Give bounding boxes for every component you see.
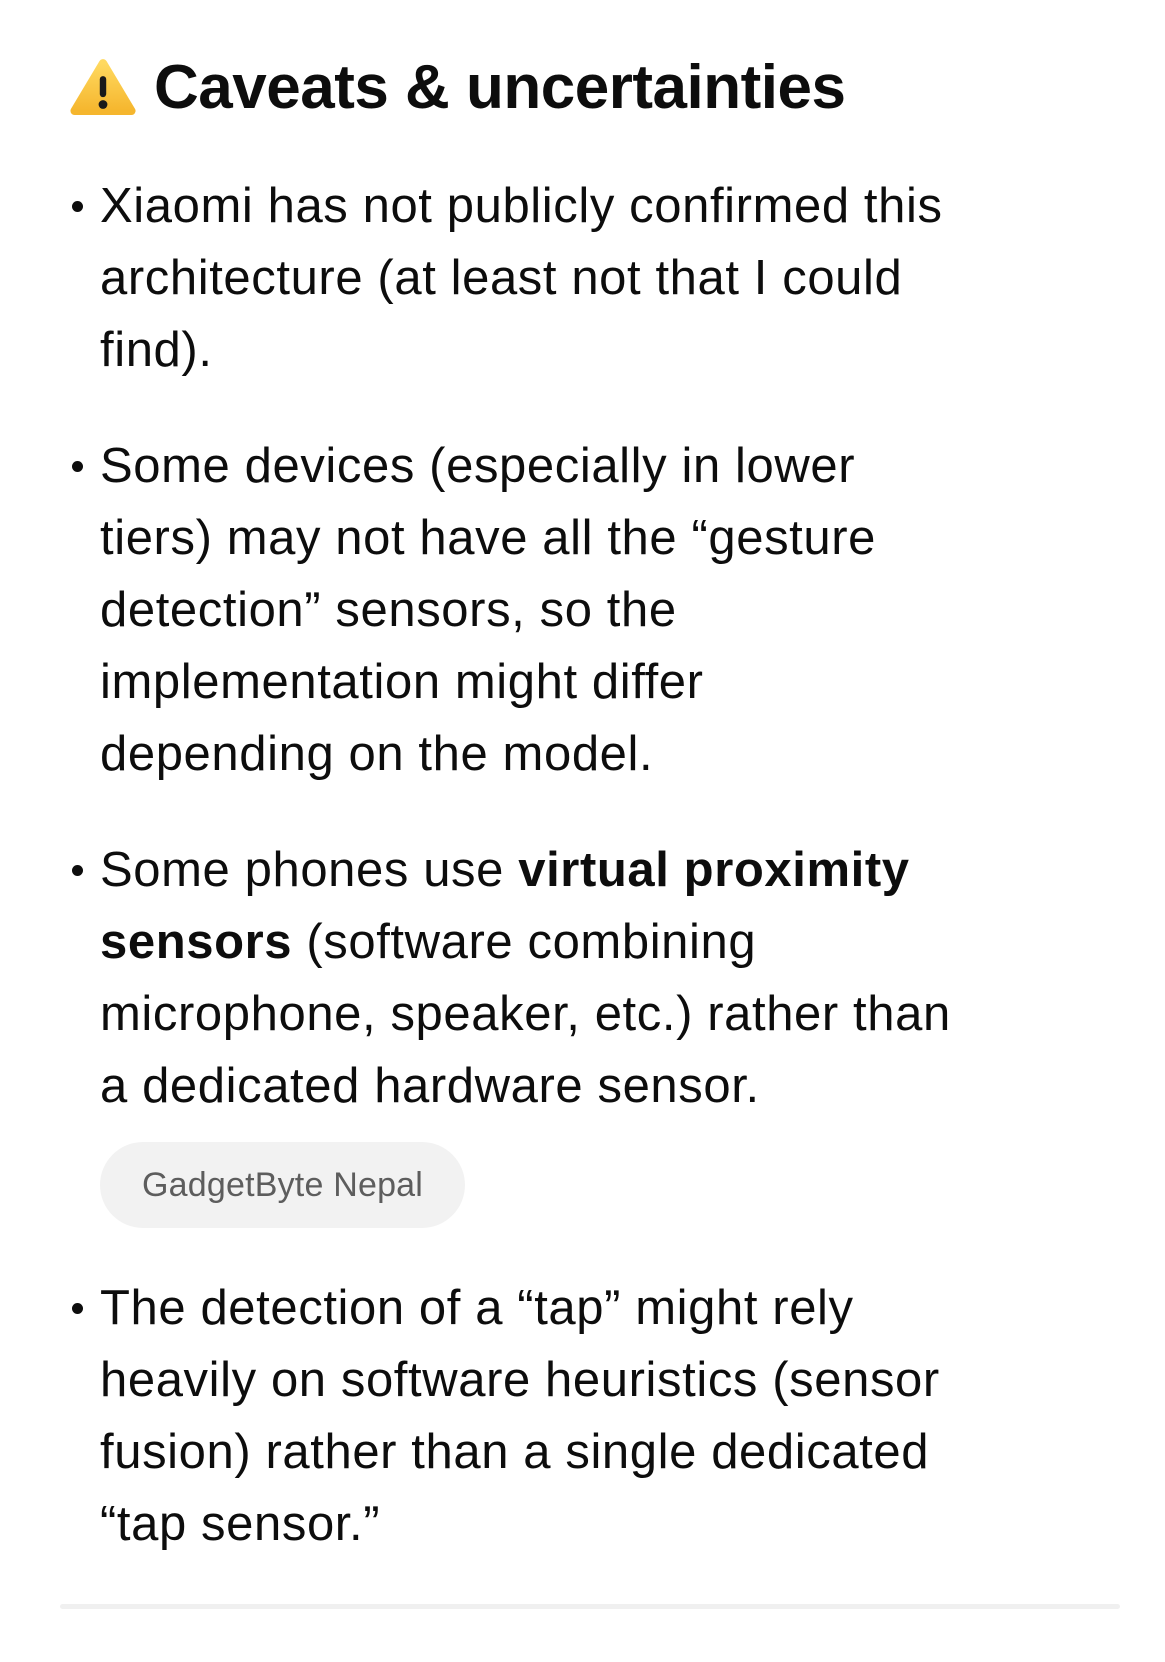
citation-chip-gadgetbyte-nepal[interactable]: GadgetByte Nepal (100, 1142, 465, 1228)
bullet-line: sensors (software combining (100, 915, 757, 969)
bullet-text (100, 170, 1130, 386)
bullet-dot-icon (72, 461, 83, 472)
bullet-item (70, 834, 1130, 1228)
bullet-line: The detection of a “tap” might rely (100, 1281, 854, 1335)
bullet-line: detection” sensors, so the (100, 583, 677, 637)
bullet-line: a dedicated hardware sensor. (100, 1059, 760, 1113)
bullet-dot-icon (72, 1303, 83, 1314)
bullet-item (70, 1272, 1130, 1560)
bullet-line: microphone, speaker, etc.) rather than (100, 987, 951, 1041)
warning-icon (70, 58, 136, 118)
bullet-item (70, 430, 1130, 790)
bullet-line: architecture (at least not that I could (100, 251, 903, 305)
bullet-line: depending on the model. (100, 727, 654, 781)
bullet-line: Some phones use virtual proximity (100, 843, 910, 897)
bullet-text (100, 834, 1130, 1228)
bullet-line: tiers) may not have all the “gesture (100, 511, 877, 565)
bullet-text (100, 1272, 1130, 1560)
bullet-marker (70, 170, 100, 386)
bullet-list (70, 170, 1130, 1560)
bullet-line: Some devices (especially in lower (100, 439, 856, 493)
bullet-text (100, 430, 1130, 790)
bullet-marker (70, 1272, 100, 1560)
bullet-line: find). (100, 323, 213, 377)
bullet-line: fusion) rather than a single dedicated (100, 1425, 930, 1479)
bullet-item (70, 170, 1130, 386)
bullet-line: “tap sensor.” (100, 1497, 381, 1551)
bullet-dot-icon (72, 201, 83, 212)
bullet-marker (70, 430, 100, 790)
section-heading-text: Caveats & uncertainties (154, 53, 846, 122)
bullet-line: heavily on software heuristics (sensor (100, 1353, 940, 1407)
bullet-dot-icon (72, 865, 83, 876)
section-heading-caveats (70, 50, 1130, 126)
section-divider (60, 1604, 1120, 1609)
bullet-line: implementation might differ (100, 655, 704, 709)
bullet-line: Xiaomi has not publicly confirmed this (100, 179, 943, 233)
bullet-marker (70, 834, 100, 1228)
